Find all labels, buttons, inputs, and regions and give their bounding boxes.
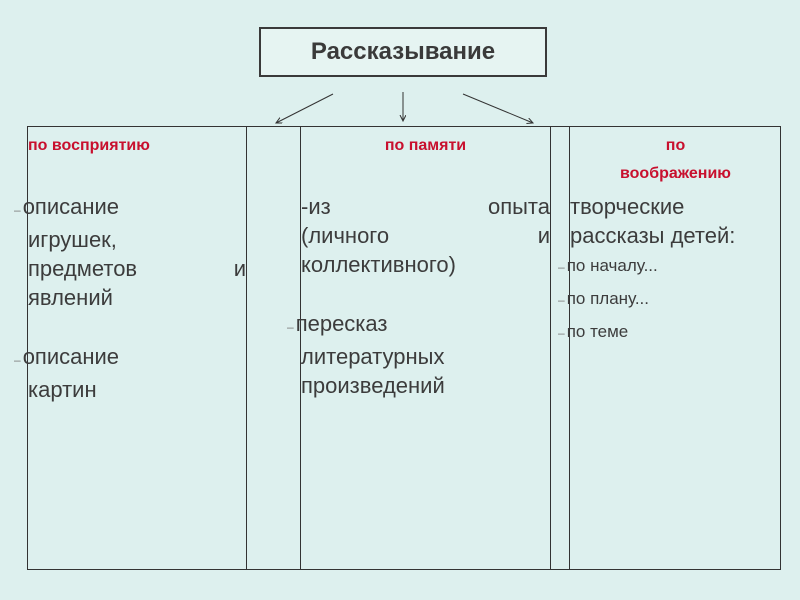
list-item: – по началу... xyxy=(558,256,658,275)
list-item: – по теме xyxy=(558,322,629,341)
arrow-right xyxy=(463,94,533,123)
column-heading: по памяти xyxy=(384,137,467,154)
list-item: -из опыта (личного и коллективного) xyxy=(301,194,550,277)
list-item: творческие рассказы детей: xyxy=(570,194,736,248)
column-heading: по восприятию xyxy=(28,137,150,154)
list-item: – по плану... xyxy=(558,289,650,308)
column-memory xyxy=(287,126,550,400)
list-item: –описание картин xyxy=(14,344,120,402)
column-imagination xyxy=(558,126,781,349)
column-divider xyxy=(550,126,551,570)
list-item: –пересказ литературных произведений xyxy=(287,311,445,398)
diagram-title: Рассказывание xyxy=(259,27,547,77)
sub-list xyxy=(558,250,781,349)
column-perception xyxy=(14,126,246,404)
list-item: –описание игрушек, предметов и явлений xyxy=(14,194,246,310)
column-heading: по воображению xyxy=(620,137,731,182)
column-divider xyxy=(246,126,247,570)
arrow-left xyxy=(276,94,333,123)
